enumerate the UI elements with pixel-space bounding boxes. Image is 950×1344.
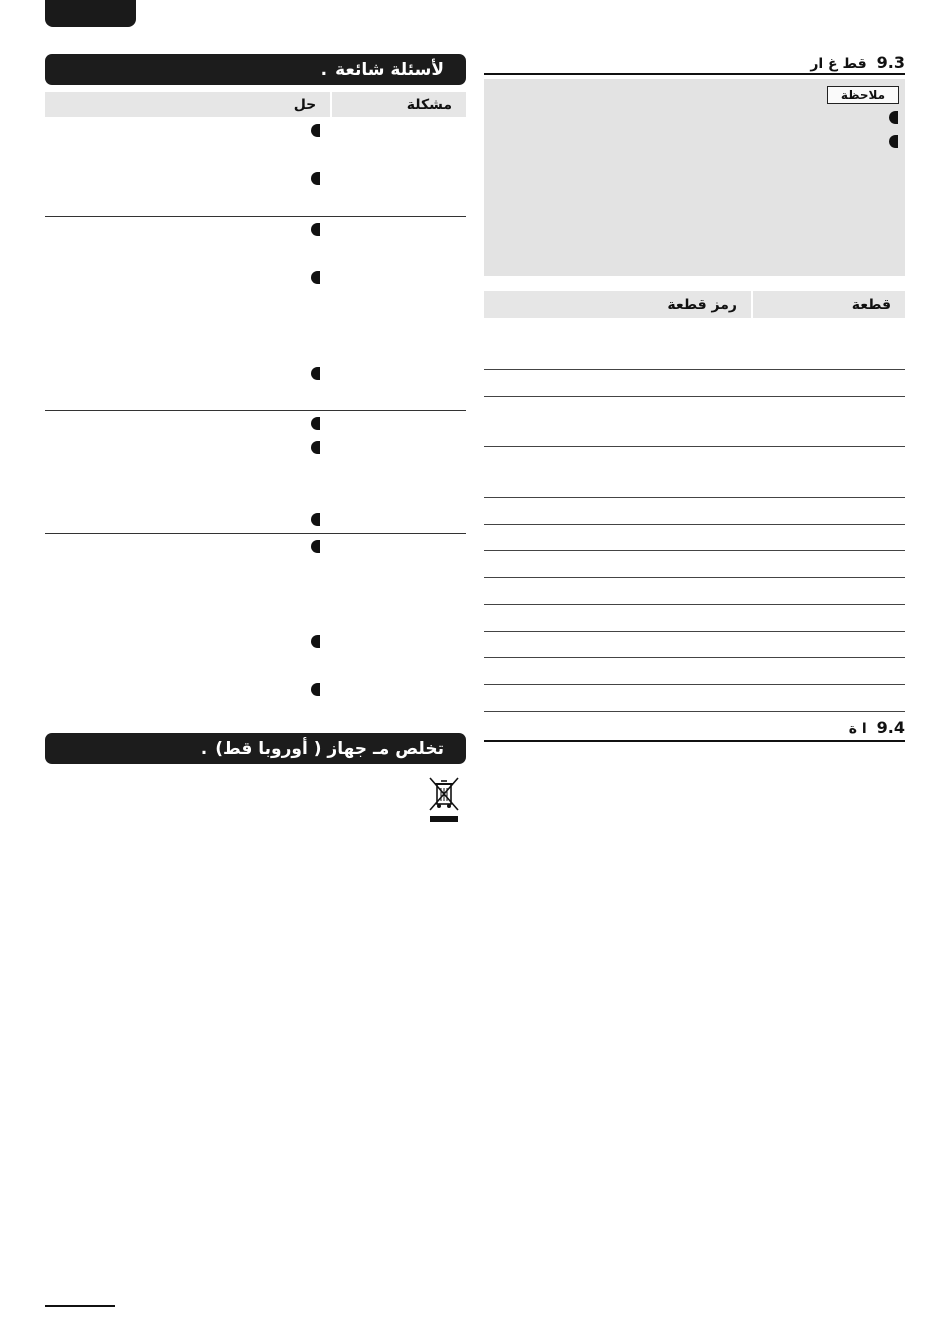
parts-row-divider (484, 446, 905, 447)
faq-bullet (311, 172, 320, 185)
section-9-4-rule (484, 740, 905, 742)
disposal-section-title: تخلص مـ جهاز ( أوروبا قط) (215, 738, 444, 759)
parts-col-part: قطعة (851, 296, 891, 313)
parts-row-divider (484, 524, 905, 525)
parts-row-divider (484, 550, 905, 551)
faq-table-header (45, 92, 466, 117)
disposal-section-bar (45, 733, 466, 764)
faq-bullet (311, 271, 320, 284)
note-bullet (889, 135, 898, 148)
parts-row-divider (484, 711, 905, 712)
faq-row-divider (45, 533, 466, 534)
faq-bullet (311, 223, 320, 236)
parts-row-divider (484, 369, 905, 370)
faq-section-title: لأسئلة شائعة (335, 59, 444, 80)
parts-row-divider (484, 577, 905, 578)
note-bullet (889, 111, 898, 124)
parts-row-divider (484, 631, 905, 632)
faq-bullet (311, 367, 320, 380)
page-footer-rule (45, 1305, 115, 1307)
spare-parts-heading (484, 52, 905, 72)
parts-row-divider (484, 604, 905, 605)
faq-bullet (311, 417, 320, 430)
parts-row-divider (484, 497, 905, 498)
faq-section-bar (45, 54, 466, 85)
page-tab (45, 0, 136, 27)
parts-table-header (484, 291, 905, 318)
parts-row-divider (484, 657, 905, 658)
parts-col-code: رمز قطعة (667, 296, 737, 313)
faq-bullet (311, 124, 320, 137)
faq-bullet (311, 441, 320, 454)
spare-parts-number: 9.3 (876, 53, 905, 72)
faq-bullet (311, 683, 320, 696)
faq-row-divider (45, 216, 466, 217)
faq-col-solution: حل (293, 96, 317, 113)
spare-parts-heading-rule (484, 73, 905, 75)
faq-row-divider (45, 410, 466, 411)
section-9-4-title: ا ة (848, 721, 867, 737)
faq-col-problem: مشكلة (406, 96, 452, 113)
faq-section-number: . (320, 59, 328, 80)
spare-parts-title: قط غ ار (810, 56, 867, 72)
note-label: ملاحظة (827, 86, 899, 104)
disposal-section-number: . (200, 738, 208, 759)
note-box (484, 79, 905, 276)
parts-row-divider (484, 684, 905, 685)
faq-bullet (311, 513, 320, 526)
section-9-4-heading (484, 717, 905, 737)
faq-bullet (311, 540, 320, 553)
section-9-4-number: 9.4 (876, 718, 905, 737)
crossed-out-wheelie-bin-icon (428, 776, 460, 824)
faq-bullet (311, 635, 320, 648)
parts-row-divider (484, 396, 905, 397)
